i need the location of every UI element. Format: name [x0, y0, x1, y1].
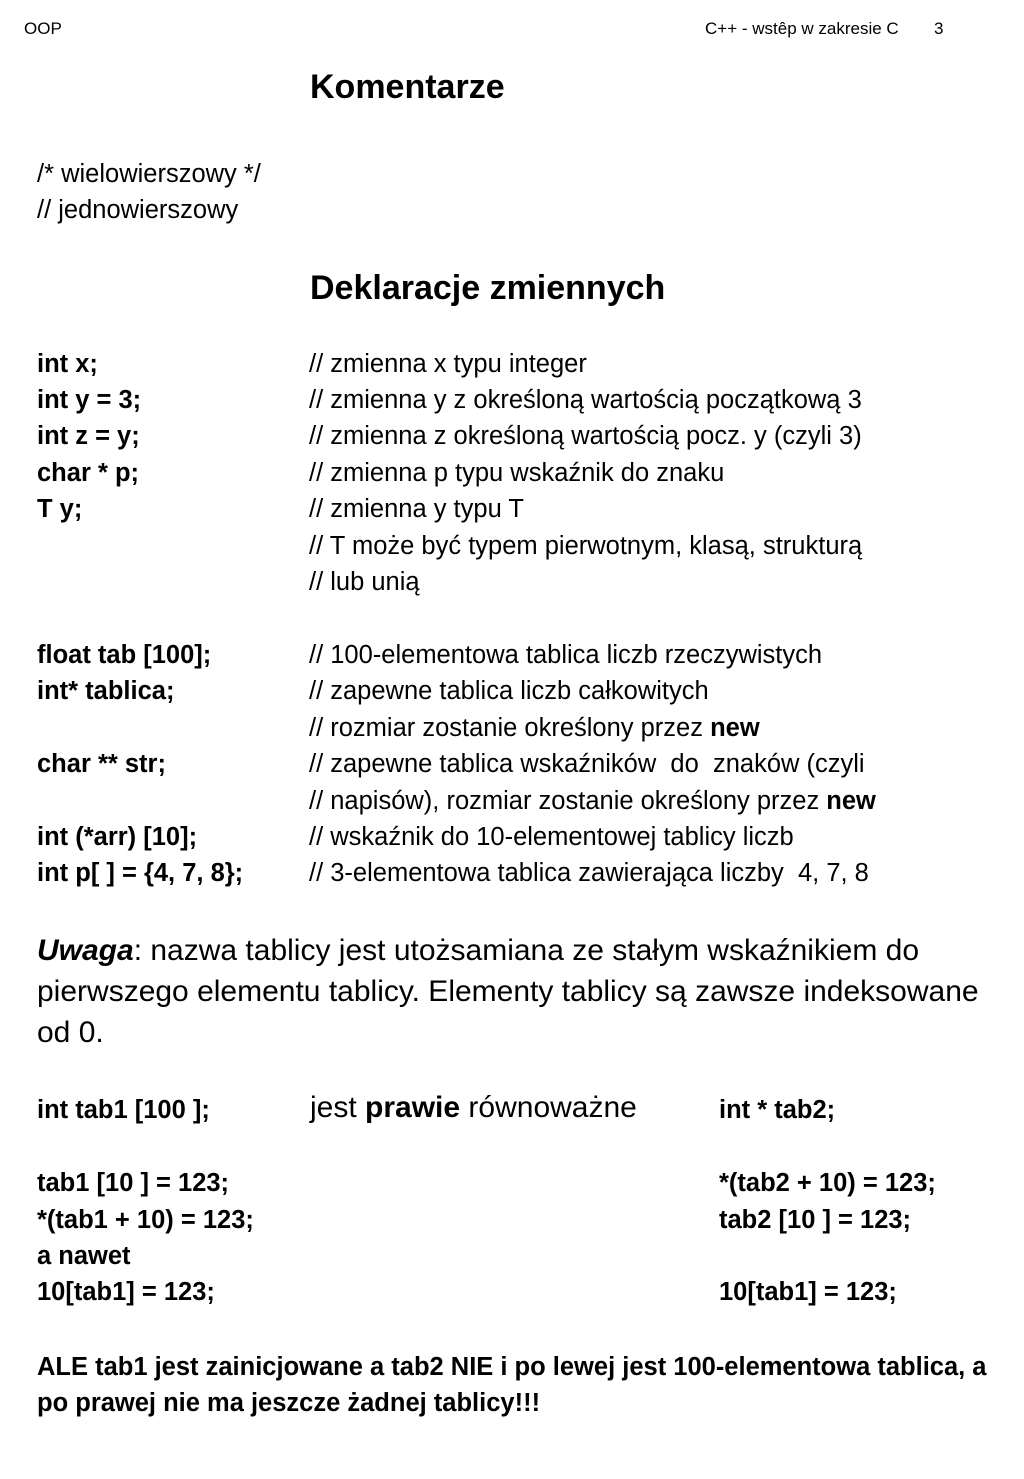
keyword-new: new [826, 787, 876, 815]
decl-row [0, 386, 1024, 420]
decl-row [0, 532, 1024, 566]
decl-comment: // zapewne tablica liczb całkowitych [309, 677, 709, 705]
decl-code: char ** str; [37, 750, 166, 778]
decl-comment [309, 787, 876, 816]
left-line: a nawet [37, 1242, 131, 1270]
decl-row [0, 422, 1024, 456]
decl-comment: // wskaźnik do 10-elementowej tablicy liczb [309, 823, 794, 851]
page-number: 3 [934, 19, 944, 38]
left-line: tab1 [10 ] = 123; [37, 1169, 230, 1197]
decl-comment: // lub unią [309, 568, 420, 596]
right-declaration: int * tab2; [719, 1096, 836, 1124]
decl-row [0, 459, 1024, 493]
decl-comment [309, 714, 760, 743]
comments-title: Komentarze [310, 68, 505, 106]
declarations-title: Deklaracje zmiennych [310, 269, 666, 307]
equivalence-post: równoważne [460, 1091, 637, 1124]
decl-row [0, 641, 1024, 675]
left-line: *(tab1 + 10) = 123; [37, 1206, 254, 1234]
decl-code: int y = 3; [37, 386, 142, 414]
decl-comment: // zmienna x typu integer [309, 350, 587, 378]
decl-code: T y; [37, 495, 83, 523]
decl-row [0, 823, 1024, 857]
decl-code: int (*arr) [10]; [37, 823, 198, 851]
decl-code: int* tablica; [37, 677, 175, 705]
decl-row [0, 859, 1024, 893]
decl-code: char * p; [37, 459, 140, 487]
comment-multiline: /* wielowierszowy */ [37, 160, 261, 188]
right-line: tab2 [10 ] = 123; [719, 1206, 912, 1234]
decl-row [0, 714, 1024, 748]
note-label: Uwaga [37, 934, 134, 967]
decl-code: float tab [100]; [37, 641, 212, 669]
keyword-new: new [710, 714, 760, 742]
decl-row [0, 787, 1024, 821]
left-line: 10[tab1] = 123; [37, 1278, 215, 1306]
decl-code: int z = y; [37, 422, 140, 450]
decl-comment: // T może być typem pierwotnym, klasą, strukturą [309, 532, 863, 560]
decl-comment: // zmienna y typu T [309, 495, 524, 523]
equivalence-pre: jest [310, 1091, 366, 1124]
decl-row [0, 677, 1024, 711]
note-text: : nazwa tablicy jest utożsamiana ze stałym wskaźnikiem do pierwszego elementu tablicy. Elementy tablicy są zawsze indeksowane od 0. [37, 934, 979, 1049]
decl-comment: // 100-elementowa tablica liczb rzeczywistych [309, 641, 823, 669]
decl-comment: // zmienna p typu wskaźnik do znaku [309, 459, 725, 487]
decl-comment-text: // napisów), rozmiar zostanie określony przez [309, 787, 827, 815]
decl-code: int x; [37, 350, 98, 378]
conclusion: ALE tab1 jest zainicjowane a tab2 NIE i po lewej jest 100-elementowa tablica, a po prawej nie ma jeszcze żadnej tablicy!!! [37, 1353, 987, 1417]
decl-comment: // 3-elementowa tablica zawierająca liczby 4, 7, 8 [309, 859, 869, 887]
equivalence-phrase [310, 1091, 637, 1125]
note-paragraph [37, 930, 997, 1053]
decl-row [0, 350, 1024, 384]
decl-code: int p[ ] = {4, 7, 8}; [37, 859, 244, 887]
decl-comment: // zapewne tablica wskaźników do znaków (czyli [309, 750, 865, 778]
decl-row [0, 750, 1024, 784]
decl-row [0, 568, 1024, 602]
equivalence-bold: prawie [365, 1091, 461, 1124]
left-declaration: int tab1 [100 ]; [37, 1096, 210, 1124]
right-line: 10[tab1] = 123; [719, 1278, 897, 1306]
comment-singleline: // jednowierszowy [37, 196, 239, 224]
decl-comment: // zmienna z określoną wartością pocz. y (czyli 3) [309, 422, 862, 450]
header-left: OOP [24, 19, 62, 38]
right-line: *(tab2 + 10) = 123; [719, 1169, 936, 1197]
decl-row [0, 495, 1024, 529]
decl-comment-text: // rozmiar zostanie określony przez [309, 714, 711, 742]
decl-comment: // zmienna y z określoną wartością początkową 3 [309, 386, 862, 414]
header-right: C++ - wstêp w zakresie C [705, 19, 899, 38]
